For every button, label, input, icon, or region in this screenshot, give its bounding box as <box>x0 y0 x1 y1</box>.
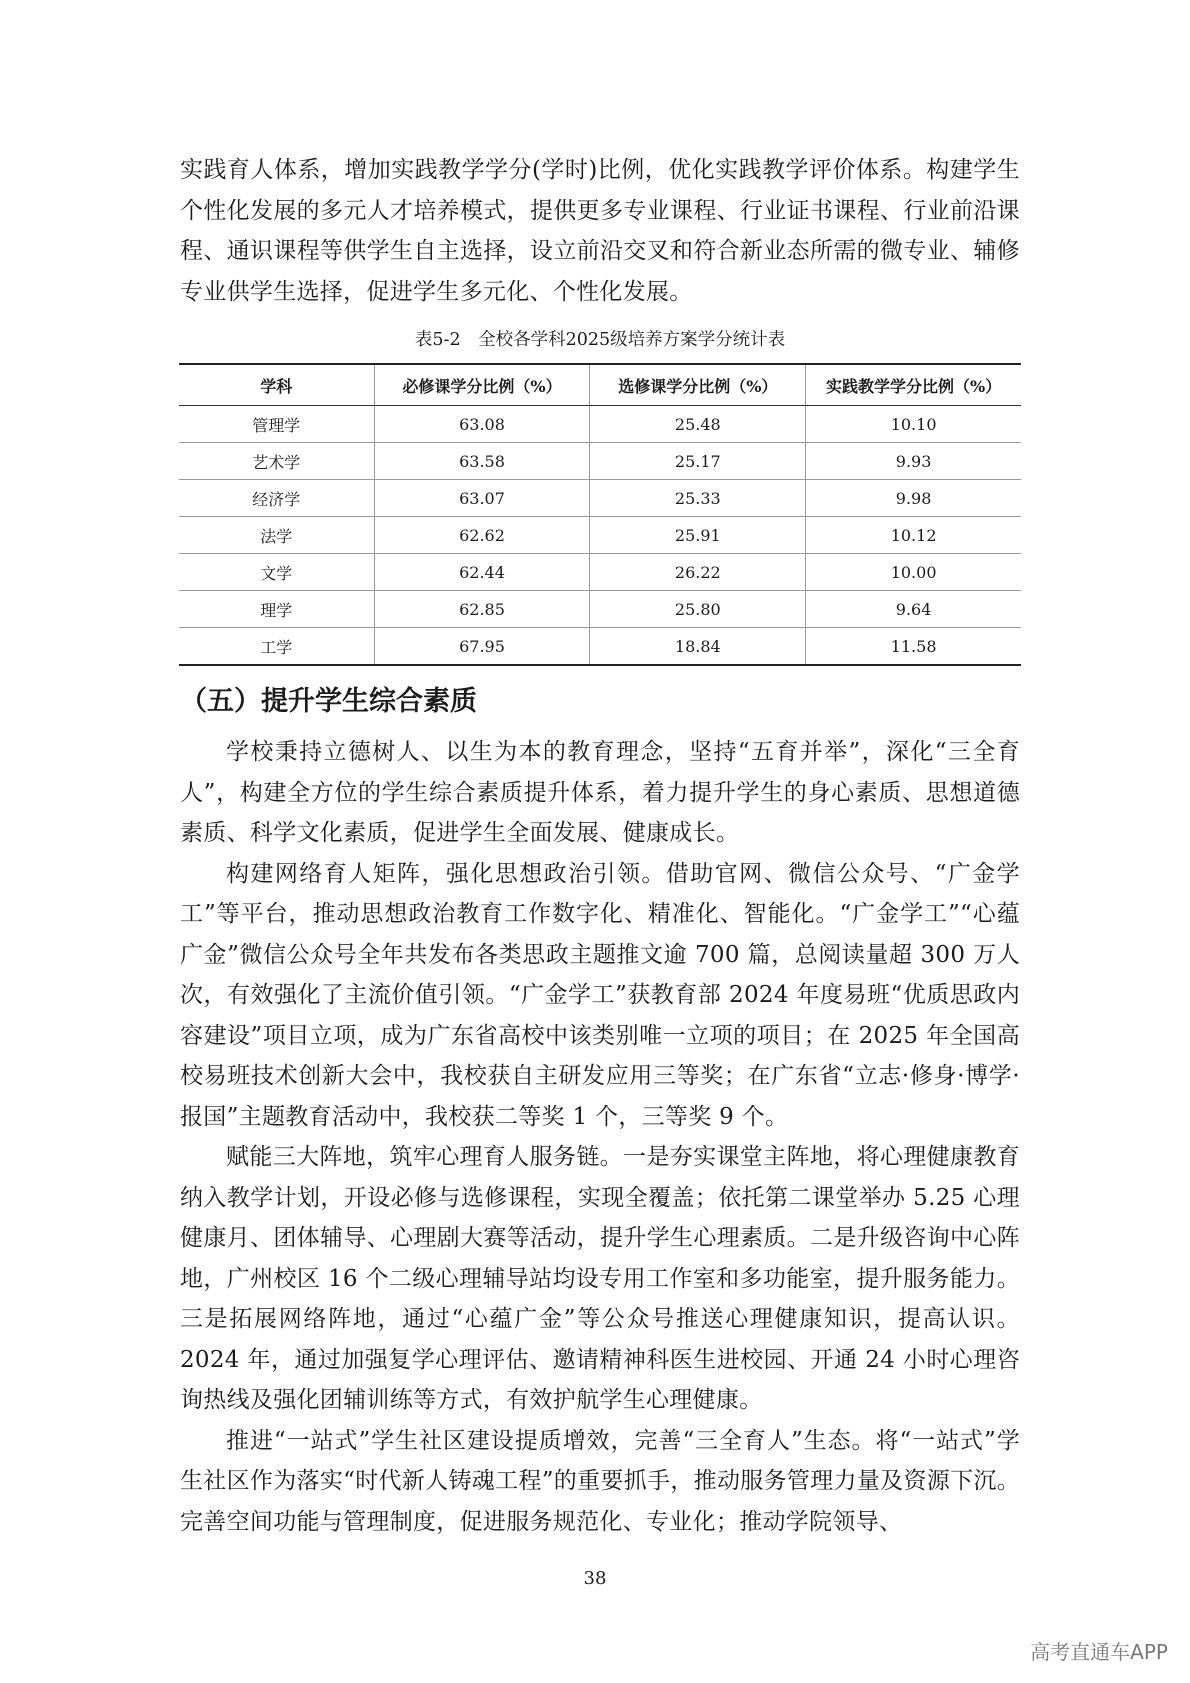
cell-practice: 11.58 <box>806 628 1021 666</box>
cell-subject: 法学 <box>179 517 374 554</box>
cell-elective: 18.84 <box>590 628 806 666</box>
table-row <box>179 480 1021 517</box>
cell-elective: 25.33 <box>590 480 806 517</box>
cell-elective: 25.17 <box>590 443 806 480</box>
cell-subject: 理学 <box>179 591 374 628</box>
cell-subject: 工学 <box>179 628 374 666</box>
cell-subject: 文学 <box>179 554 374 591</box>
credit-statistics-table <box>179 363 1021 666</box>
body-paragraph: 学校秉持立德树人、以生为本的教育理念，坚持“五育并举”，深化“三全育人”，构建全方位的学生综合素质提升体系，着力提升学生的身心素质、思想道德素质、科学文化素质，促进学生全面发展、健康成长。 <box>180 739 1020 846</box>
cell-required: 62.44 <box>374 554 590 591</box>
table-row <box>179 591 1021 628</box>
table-row <box>179 517 1021 554</box>
cell-practice: 10.12 <box>806 517 1021 554</box>
cell-required: 62.85 <box>374 591 590 628</box>
header-subject: 学科 <box>179 364 374 406</box>
section-heading: （五）提升学生综合素质 <box>180 686 477 717</box>
cell-practice: 9.93 <box>806 443 1021 480</box>
cell-required: 67.95 <box>374 628 590 666</box>
cell-practice: 9.64 <box>806 591 1021 628</box>
table-header-row <box>179 364 1021 406</box>
cell-elective: 25.80 <box>590 591 806 628</box>
table-row <box>179 628 1021 666</box>
cell-elective: 25.48 <box>590 406 806 443</box>
body-paragraph: 推进“一站式”学生社区建设提质增效，完善“三全育人”生态。将“一站式”学生社区作为落实“时代新人铸魂工程”的重要抓手，推动服务管理力量及资源下沉。完善空间功能与管理制度，促进服务规范化、专业化；推动学院领导、 <box>180 1427 1020 1535</box>
header-practice-ratio: 实践教学学分比例（%） <box>806 364 1021 406</box>
cell-required: 62.62 <box>374 517 590 554</box>
cell-subject: 艺术学 <box>179 443 374 480</box>
cell-elective: 25.91 <box>590 517 806 554</box>
cell-required: 63.08 <box>374 406 590 443</box>
cell-subject: 经济学 <box>179 480 374 517</box>
cell-required: 63.58 <box>374 443 590 480</box>
header-elective-ratio: 选修课学分比例（%） <box>590 364 806 406</box>
cell-elective: 26.22 <box>590 554 806 591</box>
cell-practice: 10.10 <box>806 406 1021 443</box>
cell-subject: 管理学 <box>179 406 374 443</box>
table-row <box>179 406 1021 443</box>
table-row <box>179 554 1021 591</box>
header-required-ratio: 必修课学分比例（%） <box>374 364 590 406</box>
cell-practice: 10.00 <box>806 554 1021 591</box>
document-page <box>180 150 1020 1542</box>
body-paragraph: 赋能三大阵地，筑牢心理育人服务链。一是夯实课堂主阵地，将心理健康教育纳入教学计划，开设必修与选修课程，实现全覆盖；依托第二课堂举办 5.25 心理健康月、团体辅导、心理剧大赛等活动，提升学生心理素质。二是升级咨询中心阵地，广州校区 16 个二级心理辅导站均设专用工作室和多功能室，提升服务能力。三是拓展网络阵地，通过“心蕴广金”等公众号推送心理健康知识，提高认识。2024 年，通过加强复学心理评估、邀请精神科医生进校园、开通 24 小时心理咨询热线及强化团辅训练等方式，有效护航学生心理健康。 <box>180 1144 1020 1413</box>
intro-paragraph: 实践育人体系，增加实践教学学分(学时)比例，优化实践教学评价体系。构建学生个性化发展的多元人才培养模式，提供更多专业课程、行业证书课程、行业前沿课程、通识课程等供学生自主选择，设立前沿交叉和符合新业态所需的微专业、辅修专业供学生选择，促进学生多元化、个性化发展。 <box>180 157 1020 305</box>
cell-practice: 9.98 <box>806 480 1021 517</box>
table-row <box>179 443 1021 480</box>
table-caption: 表5-2 全校各学科2025级培养方案学分统计表 <box>414 330 786 350</box>
cell-required: 63.07 <box>374 480 590 517</box>
body-paragraph: 构建网络育人矩阵，强化思想政治引领。借助官网、微信公众号、“广金学工”等平台，推动思想政治教育工作数字化、精准化、智能化。“广金学工”“心蕴广金”微信公众号全年共发布各类思政主题推文逾 700 篇，总阅读量超 300 万人次，有效强化了主流价值引领。“广金学工”获教育部 2024 年度易班“优质思政内容建设”项目立项，成为广东省高校中该类别唯一立项的项目；在 2025 年全国高校易班技术创新大会中，我校获自主研发应用三等奖；在广东省“立志·修身·博学·报国”主题教育活动中，我校获二等奖 1 个，三等奖 9 个。 <box>180 860 1020 1130</box>
page-number: 38 <box>583 1568 607 1589</box>
watermark: 高考直通车APP <box>1030 1640 1168 1664</box>
